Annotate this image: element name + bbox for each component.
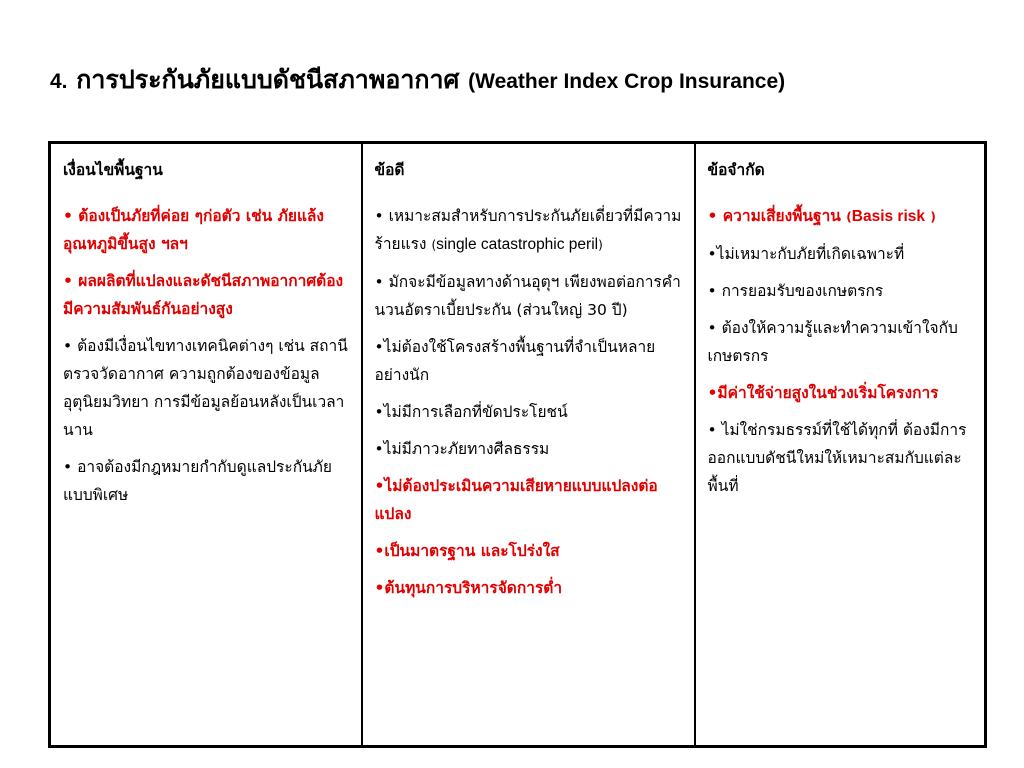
list-item: •มีค่าใช้จ่ายสูงในช่วงเริ่มโครงการ [707, 384, 939, 402]
list-item-text: • เหมาะสมสำหรับการประกันภัยเดี่ยวที่มีความร้ายแรง [374, 207, 682, 253]
list-item-latin: single catastrophic peril [436, 236, 599, 253]
list-item-paren-close: ) [598, 238, 603, 252]
list-item: • ไม่ใช่กรมธรรม์ที่ใช้ได้ทุกที่ ต้องมีการออกแบบดัชนีใหม่ให้เหมาะสมกับแต่ละพื้นที่ [707, 421, 967, 495]
column-heading: ข้อจำกัด [707, 161, 765, 179]
list-item: • ต้องให้ความรู้และทำความเข้าใจกับเกษตรกร [707, 319, 958, 365]
list-item-paren-close: ) [930, 210, 936, 224]
title-thai: การประกันภัยแบบดัชนีสภาพอากาศ [76, 65, 460, 94]
list-item: •เป็นมาตรฐาน และโปร่งใส [374, 542, 560, 560]
list-item: •ไม่ต้องใช้โครงสร้างพื้นฐานที่จำเป็นหลายอย่างนัก [374, 338, 656, 384]
column-conditions [50, 143, 362, 747]
list-item-text: • ความเสี่ยงพื้นฐาน [707, 207, 841, 225]
list-item: •ไม่มีการเลือกที่ขัดประโยชน์ [374, 403, 568, 421]
list-item: • การยอมรับของเกษตรกร [707, 282, 884, 300]
list-item: • ผลผลิตที่แปลงและดัชนีสภาพอากาศต้องมีความสัมพันธ์กันอย่างสูง [63, 272, 344, 318]
list-item: • ต้องเป็นภัยที่ค่อย ๆก่อตัว เช่น ภัยแล้ง อุณหภูมิขึ้นสูง ฯลฯ [63, 207, 325, 253]
column-advantages [362, 143, 695, 747]
list-item: •ไม่มีภาวะภัยทางศีลธรรม [374, 440, 550, 458]
title-number: 4. [50, 70, 68, 93]
list-item [375, 202, 684, 259]
list-item: •ต้นทุนการบริหารจัดการต่ำ [374, 579, 563, 597]
title-english: (Weather Index Crop Insurance) [468, 70, 786, 93]
comparison-table [48, 141, 987, 748]
list-item [708, 202, 975, 231]
list-item: • อาจต้องมีกฎหมายกำกับดูแลประกันภัยแบบพิเศษ [63, 458, 332, 504]
list-item: • มักจะมีข้อมูลทางด้านอุตุฯ เพียงพอต่อการคำนวนอัตราเบี้ยประกัน (ส่วนใหญ่ 30 ปี) [374, 273, 681, 319]
column-heading: ข้อดี [374, 161, 405, 179]
list-item-latin: Basis risk [851, 208, 926, 225]
list-item: •ไม่ต้องประเมินความเสียหายแบบแปลงต่อแปลง [374, 477, 658, 523]
list-item-paren-open: ( [846, 210, 852, 224]
column-heading: เงื่อนไขพื้นฐาน [63, 161, 163, 179]
column-limitations [695, 143, 986, 747]
page-title [50, 60, 1000, 100]
list-item: •ไม่เหมาะกับภัยที่เกิดเฉพาะที่ [707, 245, 905, 263]
list-item-paren-open: ( [431, 238, 437, 252]
list-item: • ต้องมีเงื่อนไขทางเทคนิคต่างๆ เช่น สถานีตรวจวัดอากาศ ความถูกต้องของข้อมูลอุตุนิยมวิทยา การมีข้อมูลย้อนหลังเป็นเวลานาน [63, 337, 348, 439]
